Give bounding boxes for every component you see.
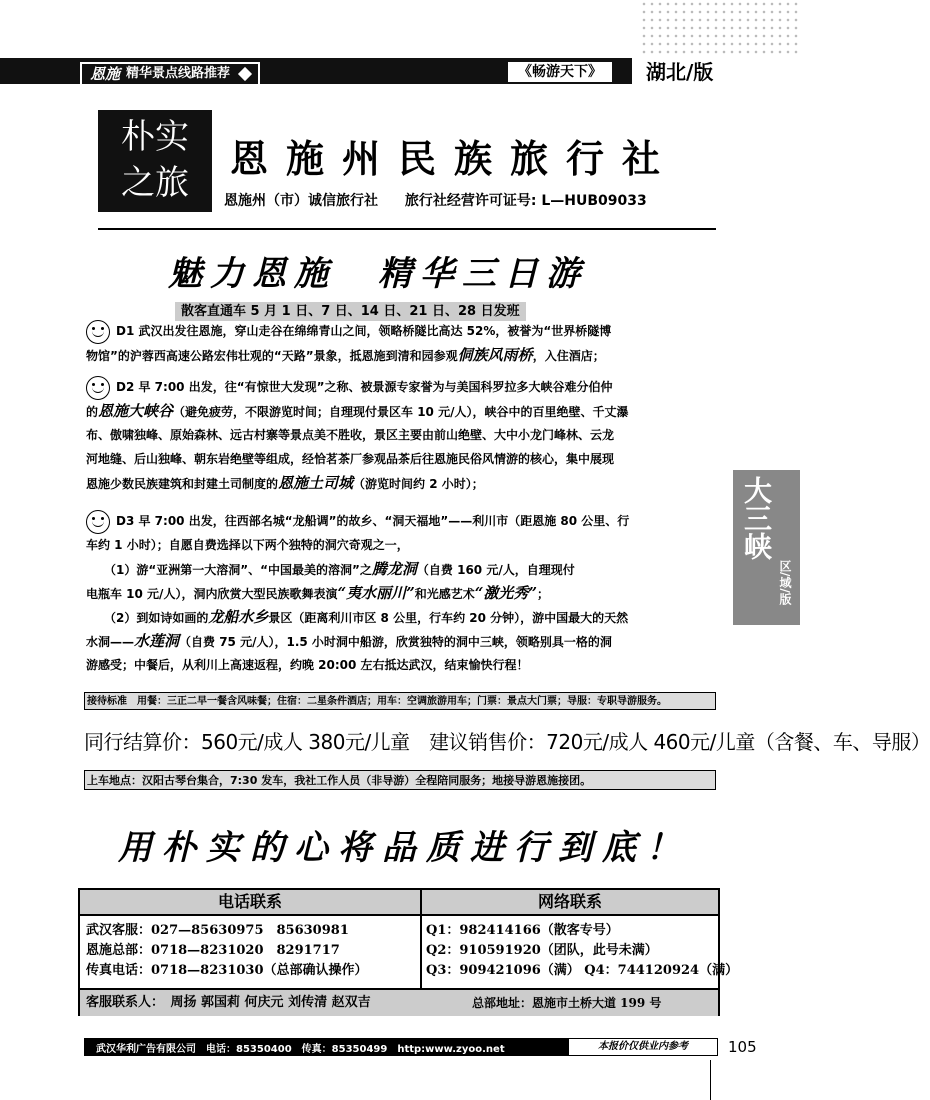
side-tab-title: 大三峡	[740, 476, 773, 560]
day2-text: 恩施少数民族建筑和封建土司制度的	[86, 477, 279, 491]
hq-address: 总部地址：恩施市土桥大道 199 号	[472, 996, 662, 1010]
day3-text: 和光感艺术	[414, 587, 475, 601]
day3-highlight: 龙船水乡	[208, 608, 269, 626]
day3-text: （自费 160 元/人，自理现付	[416, 563, 575, 577]
day2-line2	[86, 400, 716, 423]
page-number: 105	[728, 1038, 757, 1056]
day3-line2: 车约 1 小时）；自愿自费选择以下两个独特的洞穴奇观之一，	[86, 538, 409, 552]
day1-highlight: 侗族风雨桥	[457, 346, 533, 364]
header-tag	[80, 62, 260, 86]
day2-text: （游览时间约 2 小时）；	[353, 477, 484, 491]
agency-subtitle	[224, 190, 647, 210]
day3-line1: D3 早 7:00 出发，往西部名城“龙船调”的故乡、“洞天福地”——利川市（距恩施 80 公里、行	[116, 514, 630, 528]
day1-text: 物馆”的沪蓉西高速公路宏伟壮观的“天路”景象，抵恩施到清和园参观	[86, 349, 458, 363]
day3-highlight: “激光秀”	[474, 584, 537, 602]
day3-text: （2）到如诗如画的	[104, 611, 209, 625]
day2-text: 的	[86, 405, 99, 419]
day3-line3	[104, 558, 724, 581]
day3-highlight: 腾龙洞	[371, 560, 417, 578]
smiley-icon	[86, 510, 110, 534]
phone-header: 电话联系	[80, 890, 422, 916]
phone-line: 传真电话：0718—8231030（总部确认操作）	[86, 963, 368, 978]
schedule-text: 散客直通车 5 月 1 日、7 日、14 日、21 日、28 日发班	[175, 302, 526, 321]
day2-line1: D2 早 7:00 出发，往“有惊世大发现”之称、被景源专家誉为与美国科罗拉多大峡谷难分伯仲	[116, 380, 613, 394]
divider	[710, 1060, 711, 1100]
smiley-icon	[86, 376, 110, 400]
logo-line2: 之旅	[121, 163, 189, 203]
day2-highlight: 恩施土司城	[278, 474, 354, 492]
day3-line7: 游感受；中餐后，从利川上高速返程，约晚 20:00 左右抵达武汉，结束愉快行程！	[86, 658, 529, 672]
net-line: Q2：910591920（团队，此号未满）	[426, 943, 658, 958]
tour-title: 魅力恩施 精华三日游	[168, 254, 588, 294]
smiley-icon	[86, 320, 110, 344]
agency-name: 恩施州民族旅行社	[230, 136, 679, 181]
day3-text: 电瓶车 10 元/人），洞内欣赏大型民族歌舞表演	[86, 587, 338, 601]
day3-line6	[86, 630, 726, 653]
magazine-name: 《畅游天下》	[508, 62, 612, 82]
net-line: Q1：982414166（散客专号）	[426, 923, 619, 938]
day3-line5	[104, 606, 724, 629]
day3-text: （1）游“亚洲第一大溶洞”、“中国最美的溶洞”之	[104, 563, 372, 577]
price-line: 同行结算价：560元/成人 380元/儿童 建议销售价：720元/成人 460元/儿童（含餐、车、导服）	[84, 730, 930, 754]
dot-pattern	[640, 0, 800, 55]
day3-line4	[86, 582, 726, 605]
agency-license: 旅行社经营许可证号: L—HUB09033	[404, 193, 647, 209]
day1-line1: D1 武汉出发往恩施，穿山走谷在绵绵青山之间，领略桥隧比高达 52%，被誉为“世界桥隧博	[116, 324, 612, 338]
service-standard: 接待标准 用餐：三正二早一餐含风味餐；住宿：二星条件酒店；用车：空调旅游用车；门票：景点大门票；导服：专职导游服务。	[84, 692, 716, 710]
footer-note: 本报价仅供业内参考	[568, 1038, 718, 1056]
boarding-info: 上车地点：汉阳古琴台集合，7:30 发车，我社工作人员（非导游）全程陪同服务；地接导游恩施接团。	[84, 770, 716, 790]
day3-text: 水洞——	[86, 635, 135, 649]
logo-line1: 朴实	[121, 117, 189, 157]
region-side-tab	[733, 470, 800, 625]
diamond-icon	[238, 67, 252, 81]
agency-cert: 恩施州（市）诚信旅行社	[224, 193, 378, 209]
agency-logo	[98, 110, 212, 212]
day3-highlight: “夷水丽川”	[337, 584, 415, 602]
day3-text: （自费 75 元/人），1.5 小时洞中船游，欣赏独特的洞中三峡，领略别具一格的洞	[179, 635, 612, 649]
header-tag-text: 精华景点线路推荐	[126, 66, 231, 81]
header-brand: 恩施	[90, 65, 121, 83]
divider	[98, 228, 716, 230]
net-header: 网络联系	[422, 890, 718, 916]
day1-end: ，入住酒店；	[532, 349, 605, 363]
day2-line3: 布、傲啸独峰、原始森林、远古村寨等景点美不胜收，景区主要由前山绝壁、大中小龙门峰林、云龙	[86, 428, 615, 442]
staff-contacts: 客服联系人： 周扬 郭国莉 何庆元 刘传清 赵双吉	[86, 995, 371, 1010]
quality-slogan: 用朴实的心将品质进行到底！	[118, 828, 690, 868]
phone-line: 武汉客服：027—85630975 85630981	[86, 923, 349, 938]
day3-highlight: 水莲洞	[134, 632, 180, 650]
net-line: Q3：909421096（满） Q4：744120924（满）	[426, 963, 739, 978]
day3-text: 景区（距离利川市区 8 公里，行车约 20 分钟），游中国最大的天然	[268, 611, 629, 625]
day2-text: （避免疲劳，不限游览时间；自理现付景区车 10 元/人），峡谷中的百里绝壁、千丈瀑	[173, 405, 629, 419]
province-edition: 湖北/版	[632, 58, 800, 84]
day2-line4: 河地缝、后山独峰、朝东岩绝壁等组成，经恰茗茶厂参观品茶后往恩施民俗风情游的核心，集中展现	[86, 452, 615, 466]
day1-line2	[86, 344, 716, 367]
footer-company: 武汉华利广告有限公司 电话：85350400 传真：85350499 http:www.zyoo.net	[96, 1044, 505, 1055]
day3-text: ；	[537, 587, 550, 601]
phone-line: 恩施总部：0718—8231020 8291717	[86, 943, 340, 958]
column-divider	[420, 914, 422, 990]
contact-footer-row	[80, 988, 718, 1016]
contact-table	[78, 888, 739, 1016]
day2-highlight: 恩施大峡谷	[98, 402, 174, 420]
side-tab-sub: 区/域/版	[778, 560, 792, 605]
day2-line5	[86, 472, 716, 495]
schedule	[175, 300, 526, 319]
